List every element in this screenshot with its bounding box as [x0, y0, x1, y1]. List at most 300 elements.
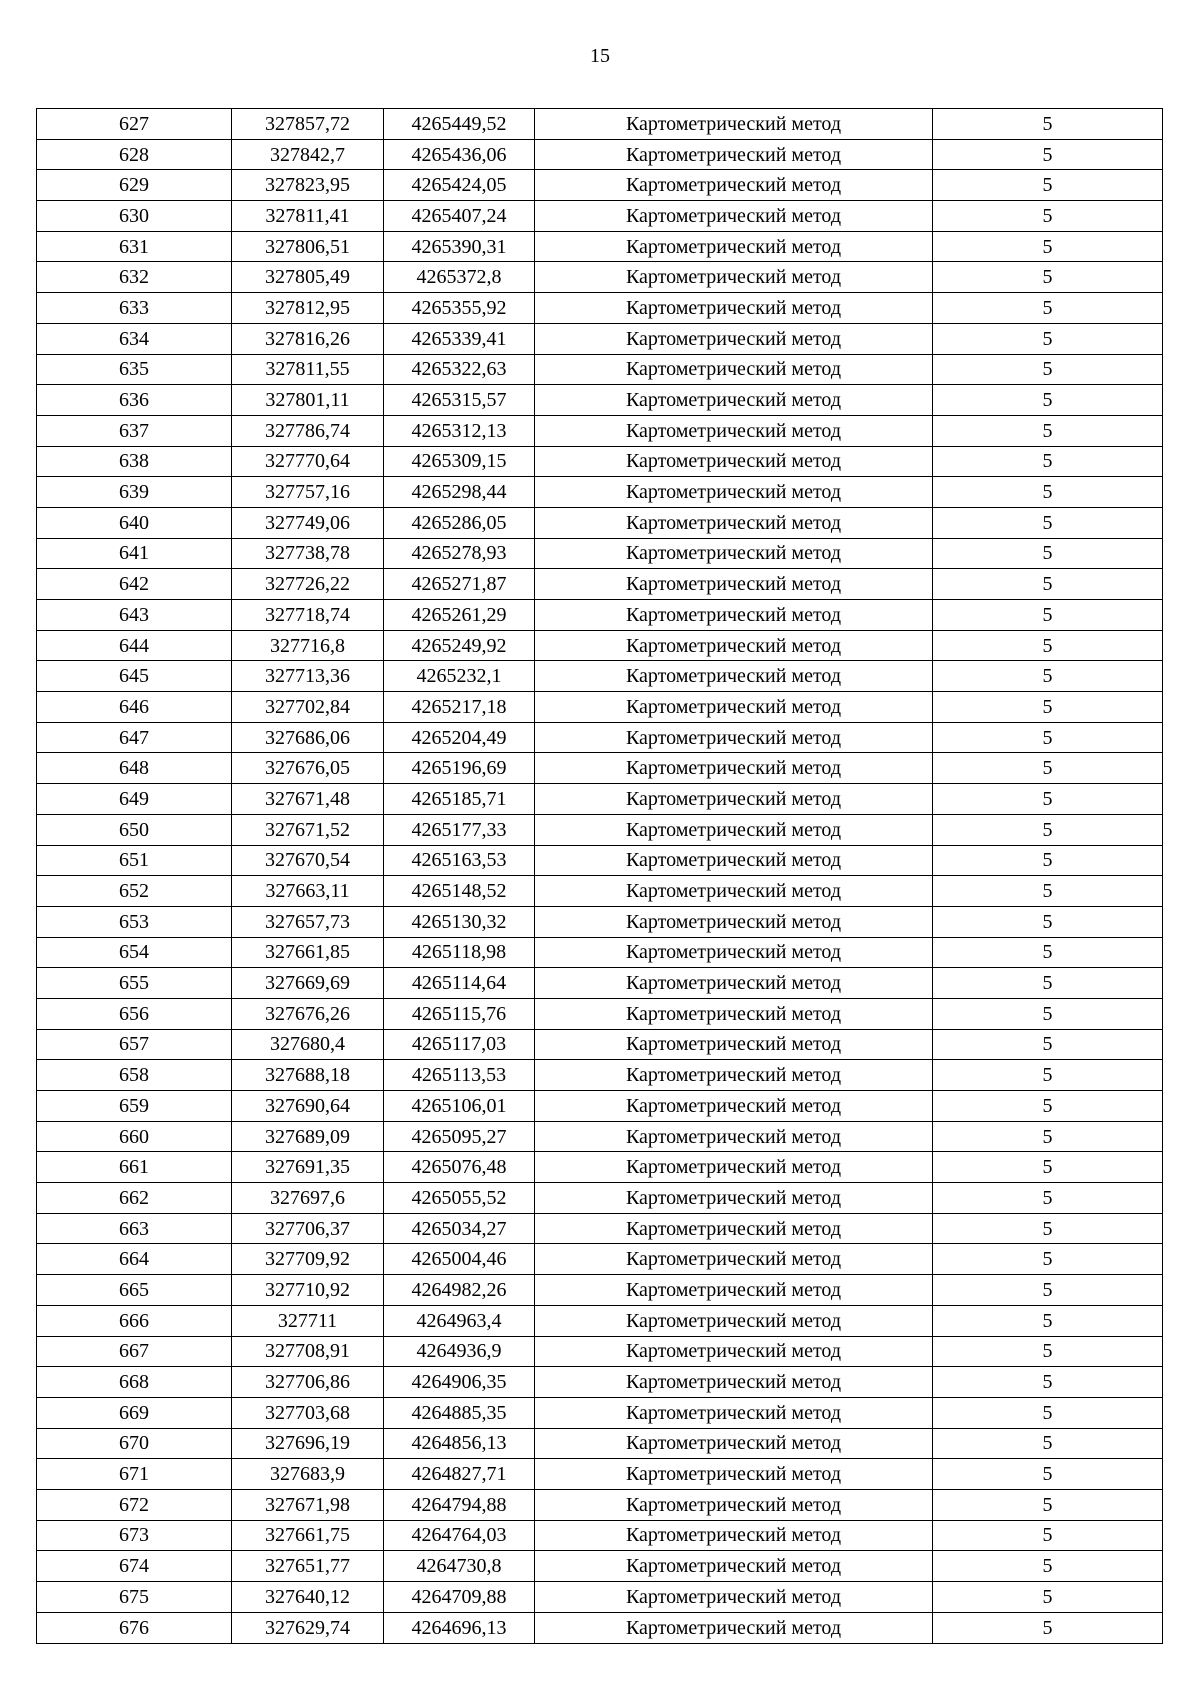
coordinates-table [36, 108, 1163, 1644]
accuracy-cell: 5 [933, 1582, 1163, 1613]
point-number-cell: 649 [37, 784, 232, 815]
y-coordinate-cell: 4265261,29 [384, 600, 535, 631]
y-coordinate-cell: 4265163,53 [384, 845, 535, 876]
accuracy-cell: 5 [933, 415, 1163, 446]
y-coordinate-cell: 4265271,87 [384, 569, 535, 600]
table-row [37, 1582, 1163, 1613]
method-cell: Картометрический метод [535, 1612, 933, 1643]
page-number: 15 [590, 45, 610, 67]
point-number-cell: 628 [37, 139, 232, 170]
table-row [37, 139, 1163, 170]
x-coordinate-cell: 327671,52 [232, 814, 384, 845]
point-number-cell: 633 [37, 293, 232, 324]
x-coordinate-cell: 327857,72 [232, 109, 384, 140]
table-row [37, 1060, 1163, 1091]
x-coordinate-cell: 327806,51 [232, 231, 384, 262]
table-row [37, 1336, 1163, 1367]
accuracy-cell: 5 [933, 661, 1163, 692]
x-coordinate-cell: 327663,11 [232, 876, 384, 907]
x-coordinate-cell: 327676,26 [232, 998, 384, 1029]
table-row [37, 507, 1163, 538]
y-coordinate-cell: 4265114,64 [384, 968, 535, 999]
y-coordinate-cell: 4264709,88 [384, 1582, 535, 1613]
x-coordinate-cell: 327676,05 [232, 753, 384, 784]
accuracy-cell: 5 [933, 600, 1163, 631]
y-coordinate-cell: 4265309,15 [384, 446, 535, 477]
method-cell: Картометрический метод [535, 477, 933, 508]
point-number-cell: 670 [37, 1428, 232, 1459]
y-coordinate-cell: 4265249,92 [384, 630, 535, 661]
y-coordinate-cell: 4264885,35 [384, 1397, 535, 1428]
method-cell: Картометрический метод [535, 1551, 933, 1582]
accuracy-cell: 5 [933, 1091, 1163, 1122]
table-row [37, 323, 1163, 354]
point-number-cell: 654 [37, 937, 232, 968]
table-row [37, 477, 1163, 508]
accuracy-cell: 5 [933, 814, 1163, 845]
point-number-cell: 651 [37, 845, 232, 876]
method-cell: Картометрический метод [535, 1183, 933, 1214]
y-coordinate-cell: 4265407,24 [384, 201, 535, 232]
table-row [37, 1275, 1163, 1306]
y-coordinate-cell: 4265204,49 [384, 722, 535, 753]
method-cell: Картометрический метод [535, 1152, 933, 1183]
accuracy-cell: 5 [933, 1612, 1163, 1643]
y-coordinate-cell: 4264827,71 [384, 1459, 535, 1490]
point-number-cell: 644 [37, 630, 232, 661]
x-coordinate-cell: 327669,69 [232, 968, 384, 999]
point-number-cell: 664 [37, 1244, 232, 1275]
y-coordinate-cell: 4265034,27 [384, 1213, 535, 1244]
x-coordinate-cell: 327688,18 [232, 1060, 384, 1091]
x-coordinate-cell: 327708,91 [232, 1336, 384, 1367]
y-coordinate-cell: 4265424,05 [384, 170, 535, 201]
accuracy-cell: 5 [933, 569, 1163, 600]
x-coordinate-cell: 327670,54 [232, 845, 384, 876]
x-coordinate-cell: 327710,92 [232, 1275, 384, 1306]
table-row [37, 814, 1163, 845]
table-row [37, 1213, 1163, 1244]
x-coordinate-cell: 327686,06 [232, 722, 384, 753]
point-number-cell: 658 [37, 1060, 232, 1091]
x-coordinate-cell: 327706,37 [232, 1213, 384, 1244]
point-number-cell: 655 [37, 968, 232, 999]
y-coordinate-cell: 4265095,27 [384, 1121, 535, 1152]
method-cell: Картометрический метод [535, 1489, 933, 1520]
method-cell: Картометрический метод [535, 354, 933, 385]
accuracy-cell: 5 [933, 1336, 1163, 1367]
method-cell: Картометрический метод [535, 385, 933, 416]
x-coordinate-cell: 327709,92 [232, 1244, 384, 1275]
table-row [37, 1121, 1163, 1152]
y-coordinate-cell: 4265004,46 [384, 1244, 535, 1275]
y-coordinate-cell: 4265278,93 [384, 538, 535, 569]
table-row [37, 692, 1163, 723]
accuracy-cell: 5 [933, 1551, 1163, 1582]
method-cell: Картометрический метод [535, 415, 933, 446]
method-cell: Картометрический метод [535, 600, 933, 631]
accuracy-cell: 5 [933, 1459, 1163, 1490]
accuracy-cell: 5 [933, 1397, 1163, 1428]
method-cell: Картометрический метод [535, 170, 933, 201]
method-cell: Картометрический метод [535, 814, 933, 845]
accuracy-cell: 5 [933, 1489, 1163, 1520]
x-coordinate-cell: 327661,75 [232, 1520, 384, 1551]
point-number-cell: 656 [37, 998, 232, 1029]
point-number-cell: 660 [37, 1121, 232, 1152]
y-coordinate-cell: 4265312,13 [384, 415, 535, 446]
y-coordinate-cell: 4265117,03 [384, 1029, 535, 1060]
method-cell: Картометрический метод [535, 753, 933, 784]
coordinates-table-body [37, 109, 1163, 1644]
y-coordinate-cell: 4264764,03 [384, 1520, 535, 1551]
x-coordinate-cell: 327801,11 [232, 385, 384, 416]
method-cell: Картометрический метод [535, 109, 933, 140]
method-cell: Картометрический метод [535, 845, 933, 876]
method-cell: Картометрический метод [535, 692, 933, 723]
x-coordinate-cell: 327726,22 [232, 569, 384, 600]
method-cell: Картометрический метод [535, 1244, 933, 1275]
point-number-cell: 642 [37, 569, 232, 600]
method-cell: Картометрический метод [535, 784, 933, 815]
method-cell: Картометрический метод [535, 139, 933, 170]
table-row [37, 968, 1163, 999]
y-coordinate-cell: 4265177,33 [384, 814, 535, 845]
table-row [37, 1091, 1163, 1122]
accuracy-cell: 5 [933, 109, 1163, 140]
table-row [37, 1459, 1163, 1490]
method-cell: Картометрический метод [535, 937, 933, 968]
table-row [37, 1029, 1163, 1060]
x-coordinate-cell: 327706,86 [232, 1367, 384, 1398]
accuracy-cell: 5 [933, 477, 1163, 508]
table-row [37, 906, 1163, 937]
table-row [37, 1489, 1163, 1520]
point-number-cell: 665 [37, 1275, 232, 1306]
accuracy-cell: 5 [933, 1520, 1163, 1551]
table-row [37, 1305, 1163, 1336]
accuracy-cell: 5 [933, 784, 1163, 815]
method-cell: Картометрический метод [535, 1275, 933, 1306]
y-coordinate-cell: 4265298,44 [384, 477, 535, 508]
point-number-cell: 673 [37, 1520, 232, 1551]
method-cell: Картометрический метод [535, 1091, 933, 1122]
table-row [37, 569, 1163, 600]
method-cell: Картометрический метод [535, 446, 933, 477]
table-row [37, 753, 1163, 784]
accuracy-cell: 5 [933, 1367, 1163, 1398]
y-coordinate-cell: 4265436,06 [384, 139, 535, 170]
table-row [37, 1367, 1163, 1398]
table-row [37, 661, 1163, 692]
point-number-cell: 636 [37, 385, 232, 416]
table-row [37, 1183, 1163, 1214]
accuracy-cell: 5 [933, 538, 1163, 569]
accuracy-cell: 5 [933, 323, 1163, 354]
accuracy-cell: 5 [933, 1305, 1163, 1336]
y-coordinate-cell: 4265196,69 [384, 753, 535, 784]
accuracy-cell: 5 [933, 845, 1163, 876]
point-number-cell: 674 [37, 1551, 232, 1582]
point-number-cell: 676 [37, 1612, 232, 1643]
y-coordinate-cell: 4264856,13 [384, 1428, 535, 1459]
accuracy-cell: 5 [933, 446, 1163, 477]
method-cell: Картометрический метод [535, 1305, 933, 1336]
y-coordinate-cell: 4265449,52 [384, 109, 535, 140]
y-coordinate-cell: 4265286,05 [384, 507, 535, 538]
point-number-cell: 640 [37, 507, 232, 538]
table-row [37, 231, 1163, 262]
point-number-cell: 653 [37, 906, 232, 937]
accuracy-cell: 5 [933, 293, 1163, 324]
method-cell: Картометрический метод [535, 1428, 933, 1459]
method-cell: Картометрический метод [535, 1060, 933, 1091]
table-row [37, 845, 1163, 876]
table-row [37, 170, 1163, 201]
x-coordinate-cell: 327749,06 [232, 507, 384, 538]
point-number-cell: 662 [37, 1183, 232, 1214]
accuracy-cell: 5 [933, 876, 1163, 907]
table-row [37, 201, 1163, 232]
y-coordinate-cell: 4264906,35 [384, 1367, 535, 1398]
method-cell: Картометрический метод [535, 998, 933, 1029]
y-coordinate-cell: 4264730,8 [384, 1551, 535, 1582]
y-coordinate-cell: 4265106,01 [384, 1091, 535, 1122]
x-coordinate-cell: 327805,49 [232, 262, 384, 293]
point-number-cell: 667 [37, 1336, 232, 1367]
method-cell: Картометрический метод [535, 1367, 933, 1398]
point-number-cell: 638 [37, 446, 232, 477]
y-coordinate-cell: 4265390,31 [384, 231, 535, 262]
x-coordinate-cell: 327657,73 [232, 906, 384, 937]
point-number-cell: 671 [37, 1459, 232, 1490]
accuracy-cell: 5 [933, 1183, 1163, 1214]
x-coordinate-cell: 327697,6 [232, 1183, 384, 1214]
x-coordinate-cell: 327718,74 [232, 600, 384, 631]
accuracy-cell: 5 [933, 1428, 1163, 1459]
y-coordinate-cell: 4265115,76 [384, 998, 535, 1029]
method-cell: Картометрический метод [535, 323, 933, 354]
accuracy-cell: 5 [933, 139, 1163, 170]
x-coordinate-cell: 327757,16 [232, 477, 384, 508]
point-number-cell: 647 [37, 722, 232, 753]
point-number-cell: 637 [37, 415, 232, 446]
x-coordinate-cell: 327716,8 [232, 630, 384, 661]
x-coordinate-cell: 327680,4 [232, 1029, 384, 1060]
accuracy-cell: 5 [933, 507, 1163, 538]
method-cell: Картометрический метод [535, 262, 933, 293]
method-cell: Картометрический метод [535, 293, 933, 324]
x-coordinate-cell: 327738,78 [232, 538, 384, 569]
method-cell: Картометрический метод [535, 507, 933, 538]
accuracy-cell: 5 [933, 722, 1163, 753]
point-number-cell: 629 [37, 170, 232, 201]
point-number-cell: 627 [37, 109, 232, 140]
method-cell: Картометрический метод [535, 1520, 933, 1551]
table-row [37, 937, 1163, 968]
method-cell: Картометрический метод [535, 1336, 933, 1367]
x-coordinate-cell: 327640,12 [232, 1582, 384, 1613]
x-coordinate-cell: 327702,84 [232, 692, 384, 723]
table-row [37, 600, 1163, 631]
table-row [37, 1551, 1163, 1582]
point-number-cell: 669 [37, 1397, 232, 1428]
method-cell: Картометрический метод [535, 906, 933, 937]
x-coordinate-cell: 327671,98 [232, 1489, 384, 1520]
y-coordinate-cell: 4265232,1 [384, 661, 535, 692]
table-row [37, 630, 1163, 661]
x-coordinate-cell: 327651,77 [232, 1551, 384, 1582]
point-number-cell: 639 [37, 477, 232, 508]
x-coordinate-cell: 327811,41 [232, 201, 384, 232]
method-cell: Картометрический метод [535, 1213, 933, 1244]
table-row [37, 262, 1163, 293]
point-number-cell: 672 [37, 1489, 232, 1520]
x-coordinate-cell: 327786,74 [232, 415, 384, 446]
accuracy-cell: 5 [933, 170, 1163, 201]
x-coordinate-cell: 327689,09 [232, 1121, 384, 1152]
y-coordinate-cell: 4264963,4 [384, 1305, 535, 1336]
table-row [37, 1152, 1163, 1183]
table-row [37, 998, 1163, 1029]
y-coordinate-cell: 4265055,52 [384, 1183, 535, 1214]
method-cell: Картометрический метод [535, 722, 933, 753]
y-coordinate-cell: 4265113,53 [384, 1060, 535, 1091]
point-number-cell: 652 [37, 876, 232, 907]
point-number-cell: 641 [37, 538, 232, 569]
x-coordinate-cell: 327703,68 [232, 1397, 384, 1428]
method-cell: Картометрический метод [535, 1397, 933, 1428]
table-row [37, 354, 1163, 385]
accuracy-cell: 5 [933, 385, 1163, 416]
x-coordinate-cell: 327661,85 [232, 937, 384, 968]
x-coordinate-cell: 327823,95 [232, 170, 384, 201]
point-number-cell: 648 [37, 753, 232, 784]
y-coordinate-cell: 4264982,26 [384, 1275, 535, 1306]
accuracy-cell: 5 [933, 1121, 1163, 1152]
accuracy-cell: 5 [933, 753, 1163, 784]
x-coordinate-cell: 327629,74 [232, 1612, 384, 1643]
y-coordinate-cell: 4265315,57 [384, 385, 535, 416]
x-coordinate-cell: 327770,64 [232, 446, 384, 477]
y-coordinate-cell: 4264696,13 [384, 1612, 535, 1643]
table-row [37, 1244, 1163, 1275]
table-row [37, 1397, 1163, 1428]
point-number-cell: 630 [37, 201, 232, 232]
method-cell: Картометрический метод [535, 538, 933, 569]
method-cell: Картометрический метод [535, 968, 933, 999]
x-coordinate-cell: 327691,35 [232, 1152, 384, 1183]
method-cell: Картометрический метод [535, 661, 933, 692]
accuracy-cell: 5 [933, 1060, 1163, 1091]
method-cell: Картометрический метод [535, 876, 933, 907]
accuracy-cell: 5 [933, 231, 1163, 262]
point-number-cell: 634 [37, 323, 232, 354]
y-coordinate-cell: 4265217,18 [384, 692, 535, 723]
y-coordinate-cell: 4265185,71 [384, 784, 535, 815]
accuracy-cell: 5 [933, 1244, 1163, 1275]
point-number-cell: 661 [37, 1152, 232, 1183]
accuracy-cell: 5 [933, 1029, 1163, 1060]
point-number-cell: 657 [37, 1029, 232, 1060]
point-number-cell: 646 [37, 692, 232, 723]
table-row [37, 784, 1163, 815]
accuracy-cell: 5 [933, 692, 1163, 723]
y-coordinate-cell: 4265118,98 [384, 937, 535, 968]
y-coordinate-cell: 4265076,48 [384, 1152, 535, 1183]
accuracy-cell: 5 [933, 937, 1163, 968]
accuracy-cell: 5 [933, 906, 1163, 937]
method-cell: Картометрический метод [535, 231, 933, 262]
table-row [37, 876, 1163, 907]
y-coordinate-cell: 4264936,9 [384, 1336, 535, 1367]
method-cell: Картометрический метод [535, 1121, 933, 1152]
x-coordinate-cell: 327842,7 [232, 139, 384, 170]
x-coordinate-cell: 327816,26 [232, 323, 384, 354]
point-number-cell: 663 [37, 1213, 232, 1244]
method-cell: Картометрический метод [535, 630, 933, 661]
table-row [37, 385, 1163, 416]
table-row [37, 1428, 1163, 1459]
y-coordinate-cell: 4265148,52 [384, 876, 535, 907]
table-row [37, 1612, 1163, 1643]
point-number-cell: 643 [37, 600, 232, 631]
point-number-cell: 675 [37, 1582, 232, 1613]
x-coordinate-cell: 327696,19 [232, 1428, 384, 1459]
point-number-cell: 632 [37, 262, 232, 293]
method-cell: Картометрический метод [535, 1582, 933, 1613]
y-coordinate-cell: 4265355,92 [384, 293, 535, 324]
y-coordinate-cell: 4265130,32 [384, 906, 535, 937]
table-row [37, 1520, 1163, 1551]
accuracy-cell: 5 [933, 968, 1163, 999]
x-coordinate-cell: 327671,48 [232, 784, 384, 815]
x-coordinate-cell: 327811,55 [232, 354, 384, 385]
y-coordinate-cell: 4265322,63 [384, 354, 535, 385]
accuracy-cell: 5 [933, 262, 1163, 293]
table-row [37, 109, 1163, 140]
y-coordinate-cell: 4264794,88 [384, 1489, 535, 1520]
method-cell: Картометрический метод [535, 569, 933, 600]
point-number-cell: 631 [37, 231, 232, 262]
method-cell: Картометрический метод [535, 1029, 933, 1060]
table-row [37, 538, 1163, 569]
point-number-cell: 666 [37, 1305, 232, 1336]
x-coordinate-cell: 327812,95 [232, 293, 384, 324]
accuracy-cell: 5 [933, 201, 1163, 232]
accuracy-cell: 5 [933, 1275, 1163, 1306]
point-number-cell: 645 [37, 661, 232, 692]
table-row [37, 293, 1163, 324]
x-coordinate-cell: 327683,9 [232, 1459, 384, 1490]
method-cell: Картометрический метод [535, 201, 933, 232]
x-coordinate-cell: 327690,64 [232, 1091, 384, 1122]
point-number-cell: 635 [37, 354, 232, 385]
method-cell: Картометрический метод [535, 1459, 933, 1490]
accuracy-cell: 5 [933, 1213, 1163, 1244]
point-number-cell: 650 [37, 814, 232, 845]
accuracy-cell: 5 [933, 354, 1163, 385]
y-coordinate-cell: 4265372,8 [384, 262, 535, 293]
accuracy-cell: 5 [933, 1152, 1163, 1183]
table-row [37, 722, 1163, 753]
y-coordinate-cell: 4265339,41 [384, 323, 535, 354]
table-row [37, 446, 1163, 477]
accuracy-cell: 5 [933, 998, 1163, 1029]
x-coordinate-cell: 327711 [232, 1305, 384, 1336]
point-number-cell: 659 [37, 1091, 232, 1122]
accuracy-cell: 5 [933, 630, 1163, 661]
